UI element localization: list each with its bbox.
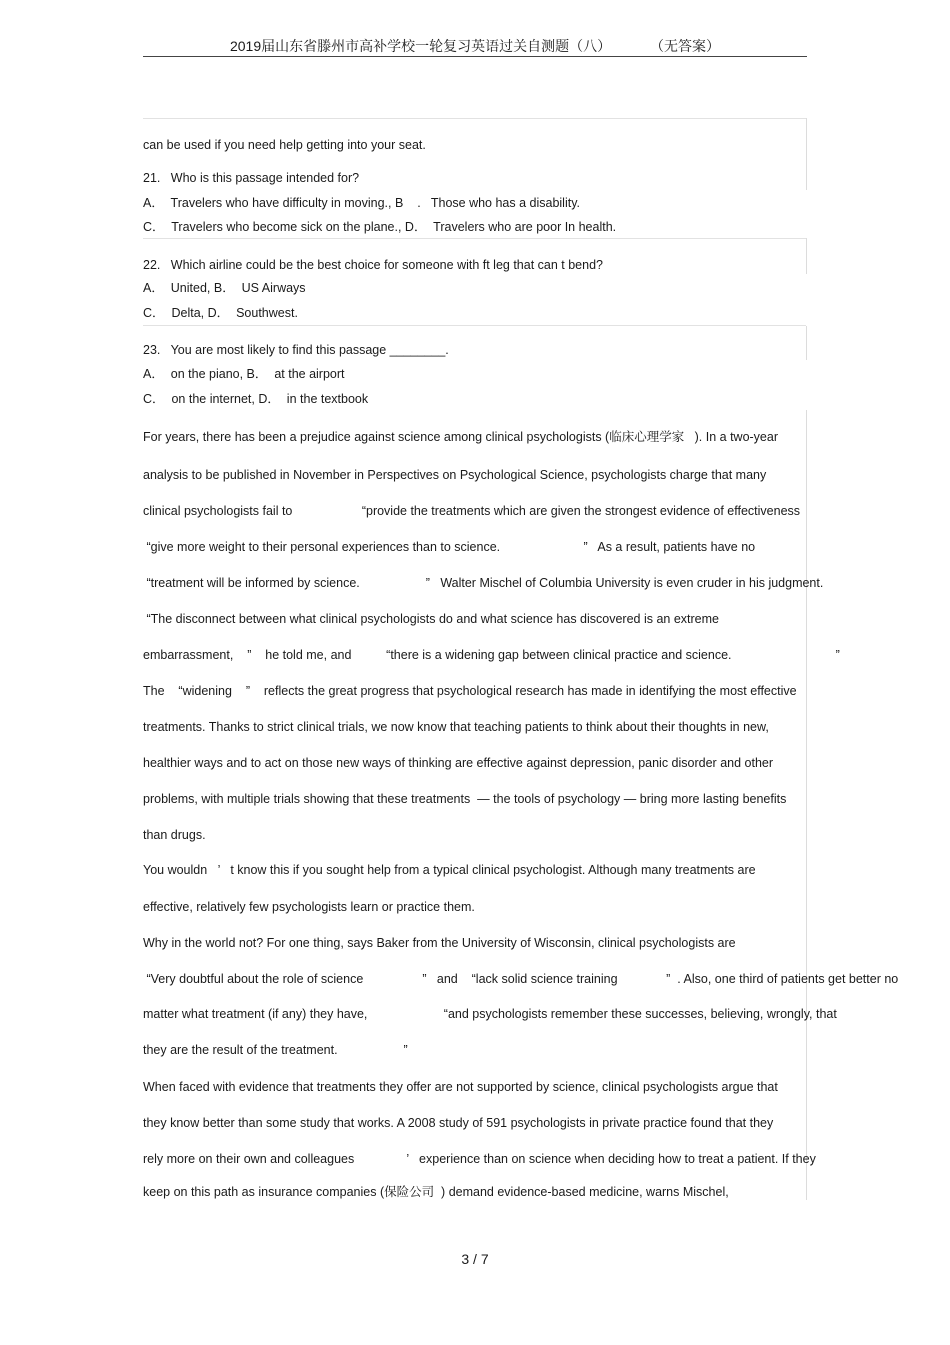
passage-line: “treatment will be informed by science. ” Walter Mischel of Columbia University is even cruder in his judgment. — [143, 576, 824, 590]
passage-line: You wouldn ’ t know this if you sought help from a typical clinical psychologist. Although many treatments are — [143, 863, 756, 877]
frame-top-line — [143, 118, 806, 119]
page-number: 3 / 7 — [461, 1251, 489, 1267]
passage-line: The “widening ” reflects the great progress that psychological research has made in identifying the most effective — [143, 684, 797, 698]
text-line: can be used if you need help getting into your seat. — [143, 138, 426, 152]
passage-line: healthier ways and to act on those new ways of thinking are effective against depression, panic disorder and other — [143, 756, 774, 770]
question-21: 21. Who is this passage intended for? — [143, 171, 360, 185]
passage-line: Why in the world not? For one thing, says Baker from the University of Wisconsin, clinical psychologists are — [143, 936, 736, 950]
frame-divider-line — [143, 325, 806, 326]
passage-line: they are the result of the treatment. ” — [143, 1043, 408, 1057]
passage-line: treatments. Thanks to strict clinical trials, we now know that teaching patients to think about their thoughts in new, — [143, 720, 769, 734]
frame-right-line — [806, 326, 807, 360]
question-23: 23. You are most likely to find this passage ________. — [143, 343, 449, 357]
frame-right-line — [806, 238, 807, 274]
question-22: 22. Which airline could be the best choice for someone with ft leg that can t bend? — [143, 258, 603, 272]
question-23-options-cd: C． on the internet, D． in the textbook — [143, 392, 369, 406]
header-title: 2019届山东省滕州市高补学校一轮复习英语过关自测题（八） — [229, 38, 612, 54]
frame-divider-line — [143, 238, 806, 239]
passage-line: clinical psychologists fail to “provide the treatments which are given the strongest evidence of effectiveness — [143, 504, 801, 518]
passage-line: When faced with evidence that treatments they offer are not supported by science, clinical psychologists argue that — [143, 1080, 778, 1094]
question-22-options-ab: A． United, B． US Airways — [143, 281, 306, 295]
passage-line: keep on this path as insurance companies (保险公司 ) demand evidence-based medicine, warns Mischel, — [143, 1185, 729, 1199]
page-header — [143, 36, 807, 57]
question-23-options-ab: A． on the piano, B． at the airport — [143, 367, 345, 381]
header-suffix: （无答案） — [650, 38, 721, 54]
passage-line: “give more weight to their personal experiences than to science. ” As a result, patients have no — [143, 540, 756, 554]
passage-line: analysis to be published in November in Perspectives on Psychological Science, psychologists charge that many — [143, 468, 767, 482]
question-22-options-cd: C． Delta, D． Southwest. — [143, 306, 298, 320]
passage-line: they know better than some study that works. A 2008 study of 591 psychologists in private practice found that they — [143, 1116, 774, 1130]
passage-line: rely more on their own and colleagues ’ experience than on science when deciding how to treat a patient. If they — [143, 1152, 816, 1166]
passage-line: matter what treatment (if any) they have, “and psychologists remember these successes, believing, wrongly, that — [143, 1007, 837, 1021]
passage-line: “The disconnect between what clinical psychologists do and what science has discovered is an extreme — [143, 612, 720, 626]
passage-line: than drugs. — [143, 828, 206, 842]
frame-right-line — [806, 118, 807, 190]
frame-right-line — [806, 410, 807, 1200]
passage-line: problems, with multiple trials showing that these treatments — the tools of psychology — bring more lasting benefits — [143, 792, 787, 806]
question-21-options-ab: A． Travelers who have difficulty in moving., B . Those who has a disability. — [143, 196, 581, 210]
passage-line: embarrassment, ” he told me, and “there is a widening gap between clinical practice and science. ” — [143, 648, 840, 662]
question-21-options-cd: C． Travelers who become sick on the plane., D． Travelers who are poor In health. — [143, 220, 617, 234]
passage-line: For years, there has been a prejudice against science among clinical psychologists (临床心理学家 ). In a two-year — [143, 430, 778, 444]
passage-line: “Very doubtful about the role of science ” and “lack solid science training ” . Also, one third of patients get better no — [143, 972, 899, 986]
passage-line: effective, relatively few psychologists learn or practice them. — [143, 900, 475, 914]
